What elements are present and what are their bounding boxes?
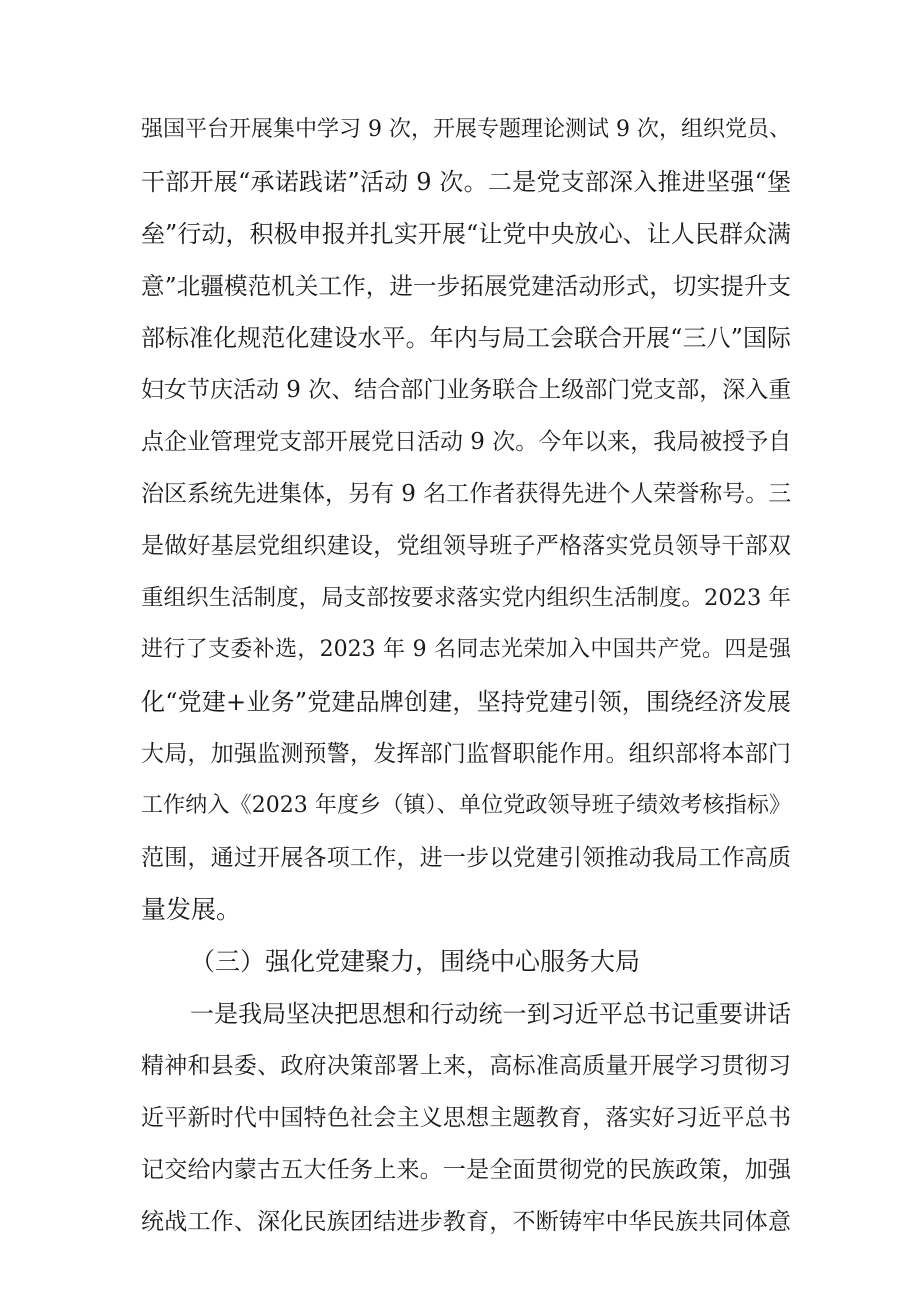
text-line: 一是我局坚决把思想和行动统一到习近平总书记重要讲话 [190, 1000, 791, 1028]
text-line: 垒”行动，积极申报并扎实开展“让党中央放心、让人民群众满 [141, 220, 791, 248]
text-line: 化“党建+业务”党建品牌创建，坚持党建引领，围绕经济发展 [141, 688, 791, 716]
text-line: 点企业管理党支部开展党日活动 9 次。今年以来，我局被授予自 [141, 429, 792, 455]
text-line: 是做好基层党组织建设，党组领导班子严格落实党员领导干部双 [141, 533, 791, 559]
text-line: 大局，加强监测预警，发挥部门监督职能作用。组织部将本部门 [141, 741, 791, 767]
text-line: 进行了支委补选，2023 年 9 名同志光荣加入中国共产党。四是强 [141, 637, 791, 662]
text-line: 干部开展“承诺践诺”活动 9 次。二是党支部深入推进坚强“堡 [141, 168, 791, 196]
text-line: 精神和县委、政府决策部署上来，高标准高质量开展学习贯彻习 [141, 1053, 791, 1079]
text-line: 妇女节庆活动 9 次、结合部门业务联合上级部门党支部，深入重 [141, 377, 792, 403]
text-line: 工作纳入《2023 年度乡（镇）、单位党政领导班子绩效考核指标》 [141, 793, 791, 818]
text-line: 强国平台开展集中学习 9 次，开展专题理论测试 9 次，组织党员、 [141, 117, 791, 142]
text-line: 部标准化规范化建设水平。年内与局工会联合开展“三八”国际 [141, 324, 791, 352]
text-line: 记交给内蒙古五大任务上来。一是全面贯彻党的民族政策，加强 [141, 1157, 791, 1183]
text-line: 近平新时代中国特色社会主义思想主题教育，落实好习近平总书 [141, 1105, 791, 1131]
text-line: 量发展。 [141, 895, 242, 924]
section-heading: （三）强化党建聚力，围绕中心服务大局 [190, 947, 641, 976]
text-line: 统战工作、深化民族团结进步教育，不断铸牢中华民族共同体意 [141, 1209, 791, 1235]
text-line: 重组织生活制度，局支部按要求落实党内组织生活制度。2023 年 [141, 585, 791, 611]
text-line: 范围，通过开展各项工作，进一步以党建引领推动我局工作高质 [141, 845, 791, 871]
text-line: 治区系统先进集体，另有 9 名工作者获得先进个人荣誉称号。三 [141, 481, 792, 507]
text-line: 意”北疆模范机关工作，进一步拓展党建活动形式，切实提升支 [141, 272, 791, 300]
